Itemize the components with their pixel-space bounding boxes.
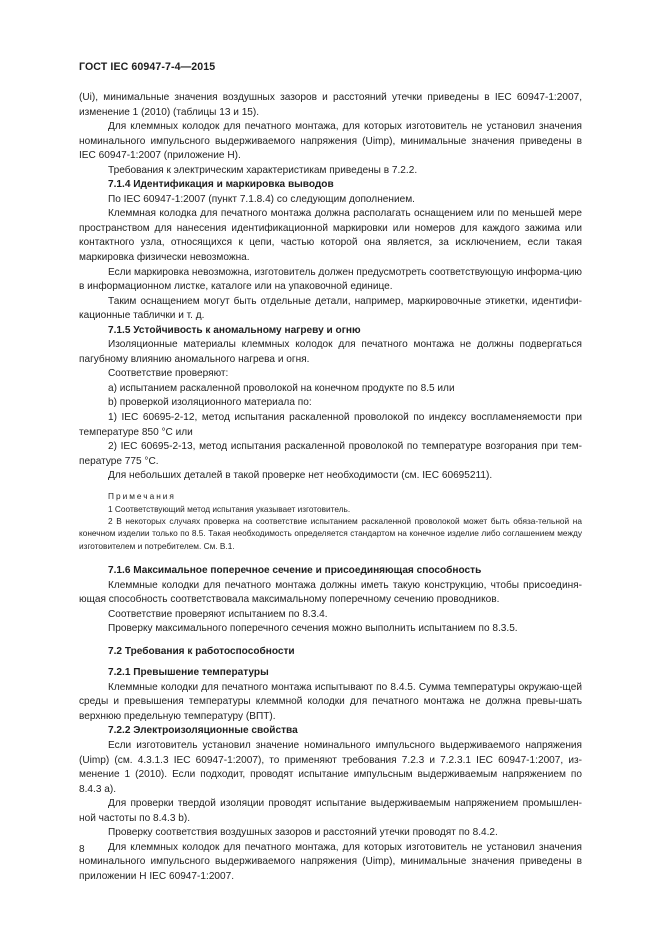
list-item: a) испытанием раскаленной проволокой на конечном продукте по 8.5 или [108, 382, 455, 394]
paragraph: Для проверки твердой изоляции проводят испытание выдерживаемым напряжением промышлен-ной частоты по 8.4.3 b). [79, 798, 582, 824]
section-heading: 7.2.1 Превышение температуры [108, 667, 269, 679]
paragraph: Проверку максимального поперечного сечения можно выполнить испытанием по 8.3.5. [108, 623, 518, 635]
section-heading: 7.2 Требования к работоспособности [108, 645, 295, 657]
page-number: 8 [79, 844, 85, 855]
paragraph: Клеммные колодки для печатного монтажа должны иметь такую конструкцию, чтобы присоединя-ющая способность соответствовала максимальному поперечному сечению проводников. [79, 579, 582, 606]
note: 1 Соответствующий метод испытания указывает изготовитель. [108, 503, 351, 514]
section-heading: 7.1.5 Устойчивость к аномальному нагреву и огню [108, 324, 361, 336]
paragraph: Для небольших деталей в такой проверке нет необходимости (см. IEC 60695211). [108, 470, 493, 482]
notes-title: Примечания [108, 490, 176, 501]
section-heading: 7.1.4 Идентификация и маркировка выводов [108, 179, 334, 191]
paragraph: По IEC 60947-1:2007 (пункт 7.1.8.4) со следующим дополнением. [108, 193, 415, 205]
paragraph: Изоляционные материалы клеммных колодок для печатного монтажа не должны подвергаться пагубному влиянию аномального нагрева и огня. [79, 339, 582, 365]
list-item: 2) IEC 60695-2-13, метод испытания раскаленной проволокой по температуре возгорания при тем-пературе 775 °C. [79, 441, 582, 467]
paragraph: Соответствие проверяют испытанием по 8.3.4. [108, 608, 328, 620]
paragraph: Требования к электрическим характеристикам приведены в 7.2.2. [108, 164, 418, 176]
list-item: b) проверкой изоляционного материала по: [108, 397, 312, 409]
paragraph: Для клеммных колодок для печатного монтажа, для которых изготовитель не установил значения номинального импульсного выдерживаемого напряжения (Uimp), минимальные значения приведены в приложении H IEC 60947-1:2007. [79, 841, 582, 882]
paragraph: (Ui), минимальные значения воздушных зазоров и расстояний утечки приведены в IEC 60947-1:2007, изменение 1 (2010) (таблицы 13 и 15). [79, 92, 582, 118]
page-header: ГОСТ IEC 60947-7-4—2015 [79, 61, 216, 73]
section-heading: 7.2.2 Электроизоляционные свойства [108, 725, 298, 737]
paragraph: Клеммная колодка для печатного монтажа должна располагать оснащением или по меньшей мере пространством для нанесения идентификационной маркировки или номеров для каждого зажима или контактного узла, относящихся к цепи, частью которой она является, за исключением, если такая маркировка физически невозможна. [79, 208, 582, 264]
paragraph: Соответствие проверяют: [108, 368, 229, 380]
paragraph: Клеммные колодки для печатного монтажа испытывают по 8.4.5. Сумма температуры окружаю-щей среды и превышения температуры клеммной колодки для печатного монтажа не должна превы-шать верхнюю предельную температуру (ВПТ). [79, 681, 582, 722]
paragraph: Таким оснащением могут быть отдельные детали, например, маркировочные этикетки, идентифи-кационные таблички и т. д. [79, 295, 582, 322]
section-heading: 7.1.6 Максимальное поперечное сечение и присоединяющая способность [108, 564, 482, 576]
paragraph: Проверку соответствия воздушных зазоров и расстояний утечки проводят по 8.4.2. [108, 827, 498, 839]
paragraph: Для клеммных колодок для печатного монтажа, для которых изготовитель не установил значения номинального импульсного выдерживаемого напряжения (Uimp), минимальные значения приведены в IEC 60947-1:2007 (приложение H). [79, 121, 582, 162]
document-body [79, 91, 582, 884]
paragraph: Если маркировка невозможна, изготовитель должен предусмотреть соответствующую информа-цию в информационном листке, каталоге или на упаковочной единице. [79, 266, 582, 293]
paragraph: Если изготовитель установил значение номинального импульсного выдерживаемого напряжения (Uimp) (см. 4.3.1.3 IEC 60947-1:2007), то применяют требования 7.2.3 и 7.2.3.1 IEC 60947-1:2007, из-менение 1 (2010). Если подходит, проводят испытание импульсным выдерживаемым напряжением по 8.4.3 a). [79, 739, 582, 795]
list-item: 1) IEC 60695-2-12, метод испытания раскаленной проволокой по индексу воспламеняемости при температуре 850 °C или [79, 412, 582, 438]
note: 2 В некоторых случаях проверка на соответствие испытанием раскаленной проволокой может быть обяза-тельной на конечном изделии только по 8.5. Такая необходимость определяется стандартом на конечное изделие либо соглашением между изготовителем и потребителем. См. В.1. [79, 516, 582, 551]
